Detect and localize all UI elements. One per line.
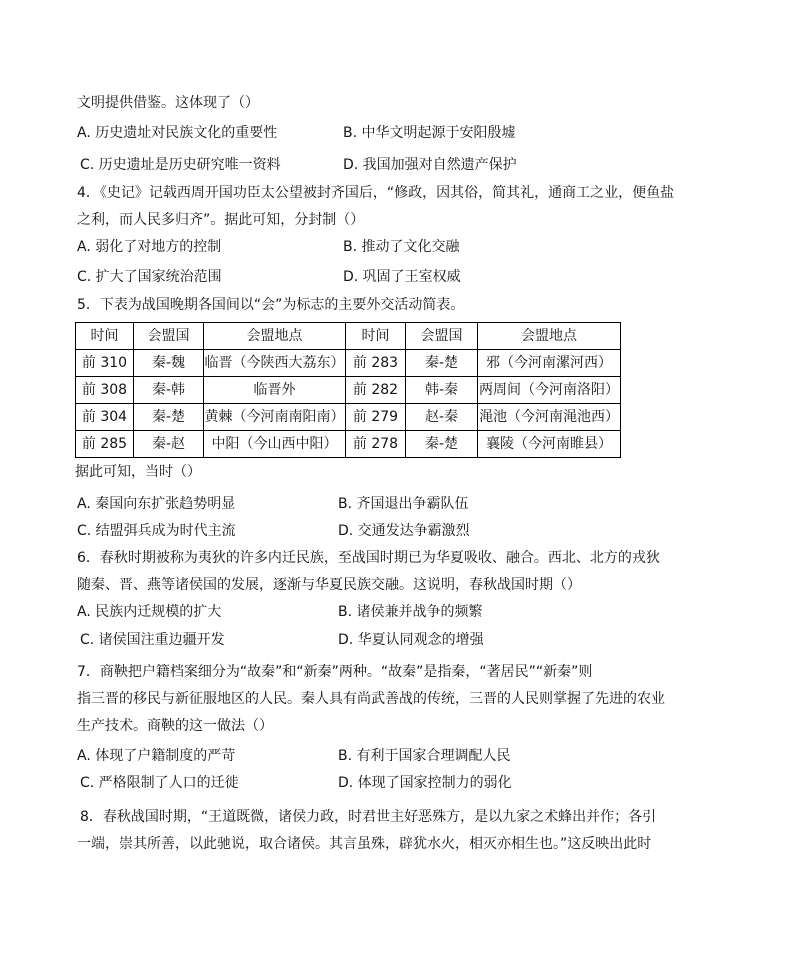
q5-option-a: A. 秦国向东扩张趋势明显 [77, 496, 236, 512]
header-cell: 时间 [76, 323, 134, 350]
q6-option-b: B. 诸侯兼并战争的频繁 [338, 604, 483, 620]
table-header-row [76, 323, 621, 350]
table-cell: 中阳（今山西中阳） [204, 431, 346, 458]
table-cell: 秦-楚 [406, 350, 478, 377]
q5-stem: 5．下表为战国晚期各国间以“会”为标志的主要外交活动简表。 [77, 297, 465, 313]
q6-option-d: D. 华夏认同观念的增强 [338, 632, 484, 648]
q3-option-d: D. 我国加强对自然遗产保护 [343, 157, 517, 173]
table-cell: 韩-秦 [406, 377, 478, 404]
table-cell: 秦-赵 [134, 431, 204, 458]
q5-option-d: D. 交通发达争霸激烈 [338, 523, 470, 539]
q3-option-c: C. 历史遗址是历史研究唯一资料 [80, 157, 281, 173]
table-cell: 邪（今河南漯河西） [478, 350, 621, 377]
table-cell: 秦-韩 [134, 377, 204, 404]
table-row [76, 377, 621, 404]
q8-stem-line: 一端，崇其所善，以此驰说，取合诸侯。其言虽殊，辟犹水火，相灭亦相生也。”这反映出此时 [77, 836, 652, 852]
q8-stem-line: 8．春秋战国时期，“王道既微，诸侯力政，时君世主好恶殊方，是以九家之术蜂出并作；各引 [80, 809, 657, 825]
table-cell: 前 279 [346, 404, 406, 431]
table-cell: 前 285 [76, 431, 134, 458]
q6-option-a: A. 民族内迁规模的扩大 [77, 604, 222, 620]
table-cell: 临晋（今陕西大荔东） [204, 350, 346, 377]
q3-option-b: B. 中华文明起源于安阳殷墟 [343, 125, 516, 141]
table-cell: 前 282 [346, 377, 406, 404]
alliance-table [75, 322, 621, 458]
q4-option-b: B. 推动了文化交融 [343, 239, 460, 255]
q4-option-c: C. 扩大了国家统治范围 [77, 269, 222, 285]
table-cell: 前 304 [76, 404, 134, 431]
table-cell: 赵-秦 [406, 404, 478, 431]
q6-option-c: C. 诸侯国注重边疆开发 [80, 632, 225, 648]
q4-option-a: A. 弱化了对地方的控制 [77, 239, 222, 255]
q3-stem-tail: 文明提供借鉴。这体现了（） [77, 95, 259, 111]
q7-option-c: C. 严格限制了人口的迁徙 [80, 775, 239, 791]
q5-option-c: C. 结盟弭兵成为时代主流 [77, 523, 236, 539]
header-cell: 时间 [346, 323, 406, 350]
header-cell: 会盟国 [134, 323, 204, 350]
table-cell: 渑池（今河南渑池西） [478, 404, 621, 431]
table-row [76, 431, 621, 458]
table-cell: 前 278 [346, 431, 406, 458]
table-row [76, 404, 621, 431]
q4-option-d: D. 巩固了王室权威 [343, 269, 461, 285]
table-cell: 秦-楚 [406, 431, 478, 458]
q7-stem-line: 生产技术。商鞅的这一做法（） [77, 718, 273, 734]
q6-stem-line: 6．春秋时期被称为夷狄的许多内迁民族，至战国时期已为华夏吸收、融合。西北、北方的戎狄 [77, 550, 660, 566]
table-cell: 前 308 [76, 377, 134, 404]
header-cell: 会盟地点 [204, 323, 346, 350]
q7-stem-line: 指三晋的移民与新征服地区的人民。秦人具有尚武善战的传统，三晋的人民则掌握了先进的农业 [77, 691, 665, 707]
table-cell: 前 283 [346, 350, 406, 377]
q7-option-d: D. 体现了国家控制力的弱化 [338, 775, 512, 791]
table-cell: 黄棘（今河南南阳南） [204, 404, 346, 431]
q6-stem-line: 随秦、晋、燕等诸侯国的发展，逐渐与华夏民族交融。这说明，春秋战国时期（） [77, 577, 581, 593]
q5-after-table: 据此可知，当时（） [75, 464, 201, 480]
table-cell: 前 310 [76, 350, 134, 377]
q4-stem-line: 之利，而人民多归齐”。据此可知，分封制（） [77, 212, 365, 228]
q5-option-b: B. 齐国退出争霸队伍 [338, 496, 469, 512]
table-cell: 两周间（今河南洛阳） [478, 377, 621, 404]
q3-option-a: A. 历史遗址对民族文化的重要性 [77, 125, 278, 141]
table-cell: 临晋外 [204, 377, 346, 404]
q4-stem-line: 4．《史记》记载西周开国功臣太公望被封齐国后，“修政，因其俗，简其礼，通商工之业，便鱼盐 [77, 185, 675, 201]
q7-stem-line: 7．商鞅把户籍档案细分为“故秦”和“新秦”两种。“故秦”是指秦，“著居民”“新秦”则 [77, 664, 593, 680]
q7-option-a: A. 体现了户籍制度的严苛 [77, 748, 236, 764]
table-cell: 襄陵（今河南睢县） [478, 431, 621, 458]
header-cell: 会盟地点 [478, 323, 621, 350]
table-cell: 秦-魏 [134, 350, 204, 377]
header-cell: 会盟国 [406, 323, 478, 350]
q7-option-b: B. 有利于国家合理调配人民 [338, 748, 511, 764]
table-cell: 秦-楚 [134, 404, 204, 431]
table-row [76, 350, 621, 377]
